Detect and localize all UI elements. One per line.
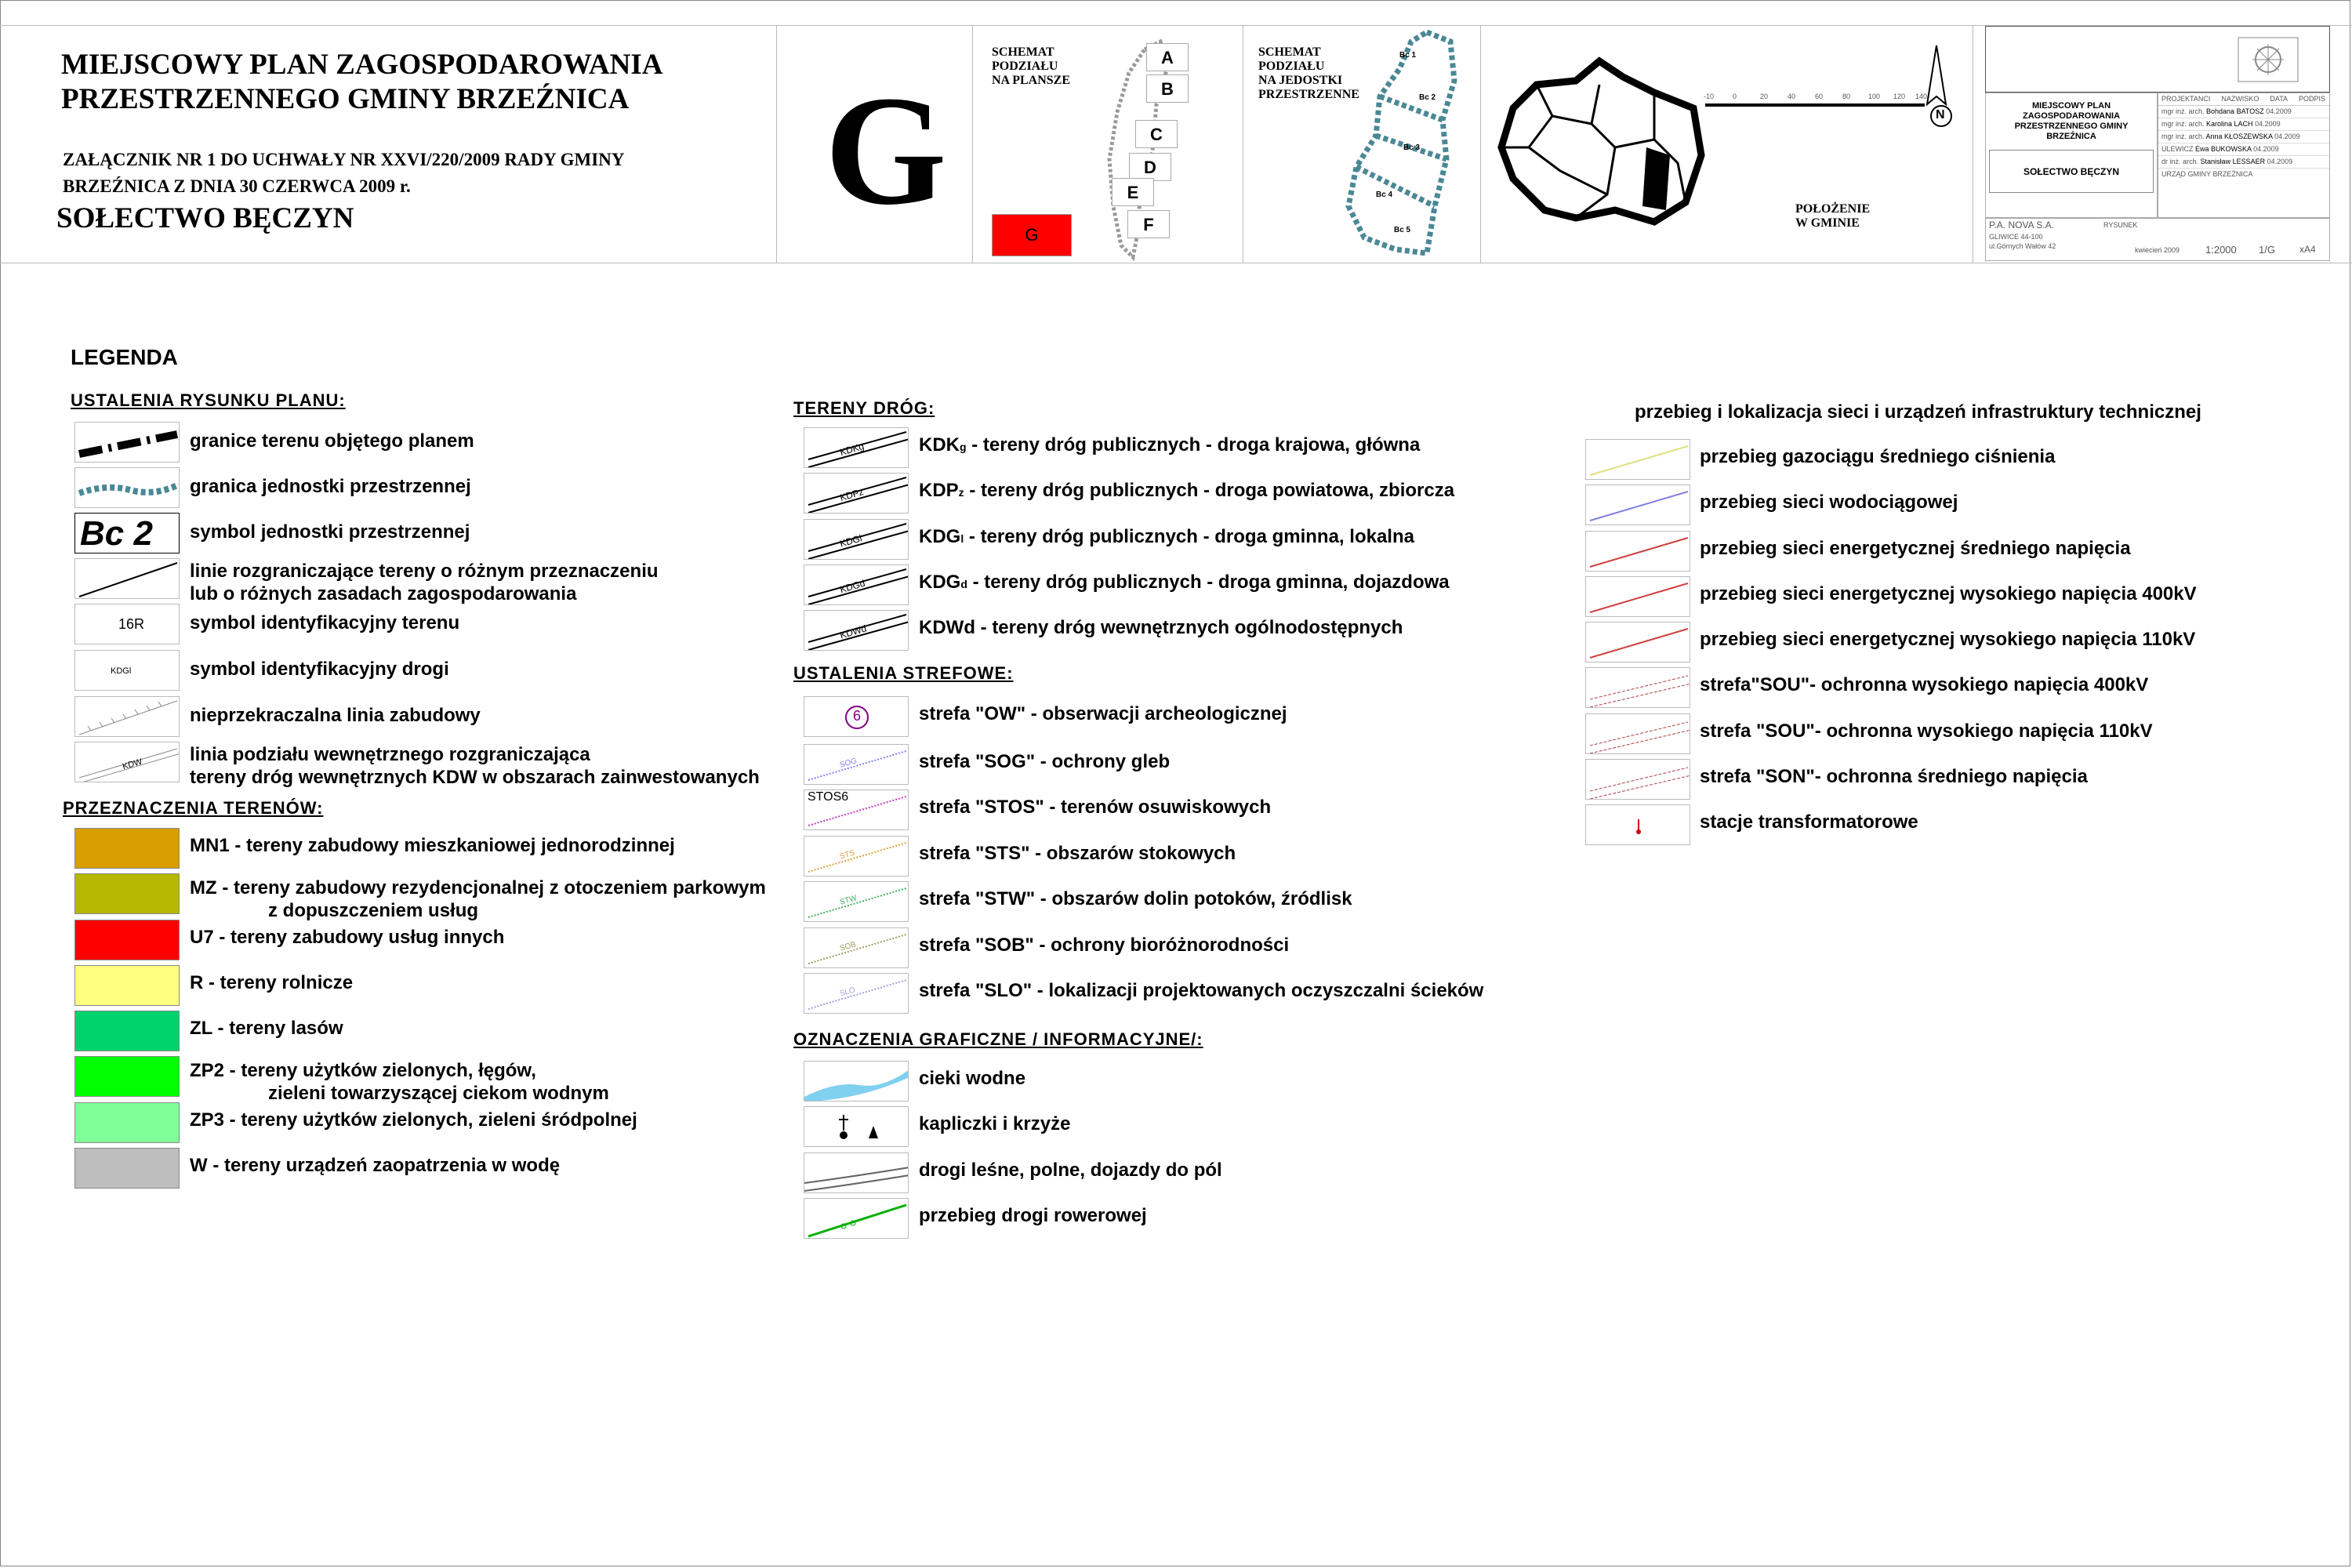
label-line: drogi leśne, polne, dojazdy do pól [919,1160,1222,1181]
legend-title: LEGENDA [71,345,178,369]
drawing-number: 1/G [2259,244,2275,256]
designer-row [2158,118,2329,131]
road-line-icon [804,519,909,560]
bike-road-shape [804,1199,909,1239]
field-road-shape [804,1153,909,1193]
zone-label [919,934,1289,956]
przeznaczenie-label [190,1059,609,1105]
scale-tick: 40 [1788,93,1796,100]
polozenie-label [1795,202,1870,230]
scale-tick: 100 [1868,93,1881,100]
scale-tick: 0 [1733,93,1737,100]
divider [1480,26,1481,263]
column-header: PROJEKTANCI [2161,95,2211,103]
zone-symbol: SOG [838,757,858,770]
ustalenia-label [190,743,760,789]
ustalenia-label [190,430,474,452]
current-sheet-indicator: G [992,214,1072,256]
symbol-text: Bc 2 [80,514,153,553]
road-desc: - tereny dróg publicznych - droga krajowa, główna [966,434,1421,456]
designer-title: mgr inż. arch. [2161,120,2205,128]
label-line: strefa "STW" - obszarów dolin potoków, źródlisk [919,888,1352,909]
symbol-text: KDGl [111,666,132,676]
title-block [1985,26,2330,261]
designer-row [2158,106,2329,118]
label-line: granice terenu objętego planem [190,430,474,452]
water-shape [804,1062,909,1102]
label-line: kapliczki i krzyże [919,1113,1071,1134]
unit-label: Bc 2 [1419,93,1436,102]
ustalenia-title: USTALENIA RYSUNKU PLANU: [71,390,346,410]
dashed-blue-dotted-line-icon [74,467,180,508]
label-line: POŁOŻENIE [1795,202,1871,216]
chapel-cross-shape [804,1107,909,1147]
designer-name: Ewa BUKOWSKA [2195,145,2252,153]
label-line: z dopuszczeniem usług [268,900,479,921]
divider [776,26,777,263]
designer-row [2158,143,2329,156]
label-line: strefa "SON"- ochronna średniego napięcia [1700,766,2088,787]
dashed-blue-dotted-line-shape [75,468,180,508]
road-label [919,571,1450,596]
zone-symbol: SOB [838,940,858,953]
road-symbol: KDGd [838,577,866,596]
color-swatch [74,920,180,960]
przeznaczenie-label [190,1109,637,1131]
designer-title: ULEWICZ [2161,145,2194,153]
drawing-format: xA4 [2299,244,2316,255]
company-logo-icon [2237,36,2299,83]
label-line: SCHEMAT [992,45,1054,59]
color-swatch [74,1102,180,1143]
scale-bar [1705,93,1933,116]
plan-title [61,48,662,117]
zone-line-icon [804,973,909,1014]
graficzne-title: OZNACZENIA GRAFICZNE / INFORMACYJNE/: [793,1029,1203,1049]
column-header: NAZWISKO [2221,95,2259,103]
label-line: ZP2 - tereny użytków zielonych, łęgów, [190,1060,536,1081]
resolution-line: ZAŁĄCZNIK NR 1 DO UCHWAŁY NR XXVI/220/2009 RADY GMINY [63,150,625,169]
road-symbol: KDPz [838,486,866,503]
diagonal-line-icon [74,558,180,599]
infra-line-shape [1586,532,1690,572]
road-symbol: KDWd [838,622,868,641]
zone-line-icon [804,744,909,785]
infra-label [1700,720,2153,742]
label-line: MZ - tereny zabudowy rezydencjonalnej z otoczeniem parkowym [190,877,766,898]
label-line: linia podziału wewnętrznego rozgraniczająca [190,744,590,765]
road-line-icon [804,610,909,651]
sheet-cell-f[interactable]: F [1127,210,1170,238]
dashed-thick-black-line-shape [75,423,180,463]
road-label [919,525,1414,550]
infra-line-shape [1586,622,1690,662]
designer-name: Anna KŁOSZEWSKA [2205,132,2273,140]
road-code: KDK [919,434,960,456]
designer-date: 04.2009 [2255,120,2281,128]
road-symbol: KDKg [838,440,866,459]
sheet-cell-d[interactable]: D [1129,153,1171,181]
zone-line-shape [804,837,909,877]
road-label [919,479,1454,504]
road-code-sub: g [960,441,967,453]
designers-table [2158,93,2330,218]
infra-label [1700,673,2148,696]
scale-tick: -10 [1704,93,1715,100]
resolution-line: BRZEŹNICA Z DNIA 30 CZERWCA 2009 r. [63,176,411,196]
przeznaczenia-title: PRZEZNACZENIA TERENÓW: [63,798,324,818]
infra-line-icon [1585,713,1690,754]
drogi-title: TERENY DRÓG: [793,398,935,418]
designer-row [2158,156,2329,169]
road-code-sub: d [960,578,967,590]
infra-line-shape [1586,485,1690,525]
plan-name-line: MIEJSCOWY PLAN [2031,101,2111,111]
infra-line-icon [1585,485,1690,525]
north-label: N [1936,108,1945,122]
hatched-line-shape [75,697,180,737]
scale-tick: 20 [1760,93,1769,100]
road-code: KDP [919,480,959,501]
label-line: R - tereny rolnicze [190,972,354,993]
label-line: symbol identyfikacyjny drogi [190,659,449,680]
designer-title: mgr inż. arch. [2161,132,2205,140]
drawing-label: RYSUNEK [2103,221,2138,229]
sheet-scheme [1098,34,1239,261]
schemat-plansze-label [992,45,1070,88]
solectwo-name: SOŁECTWO BĘCZYN [56,202,354,234]
designer-date: 04.2009 [2267,158,2293,165]
hatched-line-icon [74,696,180,737]
unit-label: Bc 4 [1376,191,1393,199]
title-block-footer [1985,218,2330,261]
sheet-cell-a[interactable]: A [1146,43,1189,71]
chapel-cross-icon [804,1106,909,1147]
zone-label [919,979,1483,1002]
road-code-sub: z [958,486,964,499]
infra-label [1700,491,1958,514]
label-line: symbol jednostki przestrzennej [190,521,470,543]
unit-label: Bc 5 [1394,226,1411,234]
label-line: SCHEMAT [1258,45,1321,59]
road-label [919,616,1403,641]
designers-header [2158,93,2329,106]
symbol-text: 16R [118,616,145,632]
strefowe-title: USTALENIA STREFOWE: [793,663,1014,683]
unit-scheme [1333,26,1474,261]
road-desc: - tereny dróg wewnętrznych ogólnodostępnych [975,617,1403,638]
scale-tick: 80 [1842,93,1851,100]
water-icon [804,1061,909,1102]
infra-line-shape [1586,760,1690,800]
column-header: DATA [2270,95,2288,103]
przeznaczenie-label [190,877,766,922]
sheet-cell-b[interactable]: B [1146,74,1189,103]
ustalenia-label [190,612,459,634]
designer-row [2158,131,2329,143]
label-line: granica jednostki przestrzennej [190,476,471,497]
firm-address: ul.Górnych Wałów 42 [1989,242,2056,250]
label-line: przebieg sieci energetycznej wysokiego napięcia 400kV [1700,583,2197,604]
designer-date: 04.2009 [2253,145,2279,153]
label-line: W GMINIE [1795,216,1860,230]
symbol-text: KDW [121,757,143,772]
zone-line-icon [804,696,909,737]
road-line-icon [804,564,909,605]
municipality-map-shape [1497,53,1709,234]
graphic-label [919,1159,1222,1181]
label-line: PODZIAŁU [992,60,1058,73]
label-line: PRZESTRZENNE [1258,88,1359,101]
zone-symbol: STW [838,894,858,907]
label-line: strefa "SOG" - ochrony gleb [919,751,1171,772]
designer-date: 04.2009 [2266,107,2292,115]
logo-box [1985,26,2330,93]
label-line: strefa "OW" - obserwacji archeologicznej [919,703,1287,724]
divider [972,26,973,263]
designer-name: Karolina LACH [2206,120,2253,128]
infra-label [1700,583,2197,605]
label-line: przebieg sieci wodociągowej [1700,492,1958,513]
terrain-id-icon [74,604,180,644]
zone-label [919,702,1287,725]
drawing-scale: 1:2000 [2205,244,2237,256]
title-line: PRZESTRZENNEGO GMINY BRZEŹNICA [61,83,630,115]
infra-line-shape [1586,440,1690,480]
sheet-letter: G [825,64,947,238]
road-symbol: KDGl [838,532,864,550]
label-line: cieki wodne [919,1068,1026,1089]
zone-label [919,842,1236,865]
scale-line [1705,103,1925,107]
infra-line-icon [1585,804,1690,845]
drawing-date: kwiecień 2009 [2135,246,2180,254]
label-line: PODZIAŁU [1258,60,1325,73]
zone-line-icon [804,881,909,922]
infra-title: przebieg i lokalizacja sieci i urządzeń infrastruktury technicznej [1635,401,2201,423]
label-line: stacje transformatorowe [1700,811,1918,833]
ustalenia-label [190,560,659,605]
sheet-cell-e[interactable]: E [1112,178,1154,206]
label-line: przebieg gazociągu średniego ciśnienia [1700,446,2056,467]
label-line: MN1 - tereny zabudowy mieszkaniowej jednorodzinnej [190,835,675,856]
color-swatch [74,1011,180,1051]
zone-label [919,887,1352,910]
designer-title: mgr inż. arch. [2161,107,2205,115]
przeznaczenie-label [190,1154,560,1177]
przeznaczenie-label [190,971,353,994]
color-swatch [74,828,180,869]
firm-address: GLIWICE 44-100 [1989,233,2043,241]
przeznaczenie-label [190,926,504,949]
label-line: tereny dróg wewnętrznych KDW w obszarach zainwestowanych [190,767,760,788]
label-line: lub o różnych zasadach zagospodarowania [190,583,577,604]
column-header: PODPIS [2299,95,2326,103]
label-line: W - tereny urządzeń zaopatrzenia w wodę [190,1155,561,1176]
municipality-map [1497,53,1709,234]
unit-label: Bc 3 [1403,143,1421,152]
infra-label [1700,537,2131,560]
road-desc: - tereny dróg publicznych - droga gminna, dojazdowa [967,572,1450,593]
label-line: NA JEDOSTKI [1258,74,1343,87]
infra-line-icon [1585,622,1690,662]
unit-label: Bc 1 [1399,51,1417,60]
firm-name: P.A. NOVA S.A. [1989,220,2054,230]
dashed-thick-black-line-icon [74,422,180,463]
ustalenia-label [190,521,470,543]
road-desc: - tereny dróg publicznych - droga powiatowa, zbiorcza [964,480,1455,501]
zone-line-icon [804,836,909,877]
zleceniodawca: URZĄD GMINY BRZEŹNICA [2161,170,2253,178]
plan-name-line: PRZESTRZENNEGO GMINY [2014,122,2129,131]
label-line: NA PLANSZE [992,74,1071,87]
infra-line-shape [1586,577,1690,617]
road-code: KDG [919,526,961,547]
infra-line-icon [1585,759,1690,800]
label-line: strefa"SOU"- ochronna wysokiego napięcia 400kV [1700,674,2149,695]
title-line: MIEJSCOWY PLAN ZAGOSPODAROWANIA [61,49,663,81]
kdw-line-icon [74,742,180,782]
sheet-cell-c[interactable]: C [1135,120,1178,148]
road-code: KDWd [919,617,975,638]
color-swatch [74,965,180,1006]
label-line: strefa "SOU"- ochronna wysokiego napięcia 110kV [1700,720,2153,742]
color-swatch [74,1148,180,1189]
field-road-icon [804,1152,909,1193]
label-line: przebieg sieci energetycznej wysokiego napięcia 110kV [1700,629,2196,650]
plan-name-line: ZAGOSPODAROWANIA [2022,111,2121,121]
infra-line-shape [1586,714,1690,754]
przeznaczenie-label [190,1017,343,1040]
graphic-label [919,1067,1025,1090]
label-line: ZP3 - tereny użytków zielonych, zieleni śródpolnej [190,1109,637,1131]
label-line: przebieg sieci energetycznej średniego napięcia [1700,538,2131,559]
graphic-label [919,1112,1070,1135]
label-line: strefa "SOB" - ochrony bioróżnorodności [919,935,1290,956]
zone-symbol: STOS6 [808,790,849,804]
label-line: zieleni towarzyszącej ciekom wodnym [268,1083,609,1104]
scale-tick: 60 [1815,93,1824,100]
infra-line-shape [1586,668,1690,708]
label-line: linie rozgraniczające tereny o różnym przeznaczeniu [190,561,659,582]
zone-symbol: 6 [853,708,862,724]
infra-line-icon [1585,667,1690,708]
color-swatch [74,873,180,914]
north-arrow-icon [1919,42,1955,128]
color-swatch [74,1056,180,1097]
ustalenia-label [190,658,449,681]
designer-name: Stanisław LESSAER [2200,158,2266,165]
zone-symbol: STS [838,848,856,862]
road-line-icon [804,427,909,468]
infra-line-shape [1586,805,1690,845]
graphic-label [919,1204,1147,1227]
ustalenia-label [190,704,481,727]
title-block-solectwo: SOŁECTWO BĘCZYN [1989,150,2154,193]
label-line: U7 - tereny zabudowy usług innych [190,927,505,948]
scale-tick: 120 [1893,93,1906,100]
zone-label [919,796,1271,818]
road-line-icon [804,473,909,514]
plan-name [1986,101,2157,142]
plan-name-line: BRZEŹNICA [2046,132,2096,141]
header [0,25,2352,263]
resolution-text [63,147,624,200]
label-line: strefa "STS" - obszarów stokowych [919,843,1236,864]
designer-title: dr inż. arch. [2161,158,2199,165]
infra-label [1700,628,2195,651]
road-label [919,434,1420,459]
road-desc: - tereny dróg publicznych - droga gminna, lokalna [964,526,1414,547]
ustalenia-label [190,475,471,498]
przeznaczenie-label [190,834,675,857]
diagonal-line-shape [75,559,180,599]
zone-line-shape [804,974,909,1014]
label-line: strefa "STOS" - terenów osuwiskowych [919,797,1272,818]
plan-name-box [1985,93,2158,218]
designer-date: 04.2009 [2274,132,2300,140]
infra-line-icon [1585,531,1690,572]
designer-name: Bohdana BATOSZ [2206,107,2264,115]
label-line: przebieg drogi rowerowej [919,1205,1147,1226]
road-code-sub: l [960,532,964,545]
zone-line-icon [804,927,909,968]
label-line: ZL - tereny lasów [190,1018,343,1039]
infra-label [1700,765,2088,788]
road-id-icon [74,650,180,691]
infra-line-icon [1585,439,1690,480]
infra-label [1700,445,2055,468]
zone-line-icon [804,789,909,830]
bike-road-icon [804,1198,909,1239]
zone-symbol: SLO [838,985,857,999]
road-code: KDG [919,572,961,593]
unit-symbol-icon [74,513,180,554]
infra-label [1700,811,1918,833]
label-line: strefa "SLO" - lokalizacji projektowanych oczyszczalni ścieków [919,980,1484,1001]
label-line: nieprzekraczalna linia zabudowy [190,705,481,726]
zone-label [919,750,1170,773]
scale-tick: 140 [1915,93,1928,100]
infra-line-icon [1585,576,1690,617]
label-line: symbol identyfikacyjny terenu [190,612,460,633]
